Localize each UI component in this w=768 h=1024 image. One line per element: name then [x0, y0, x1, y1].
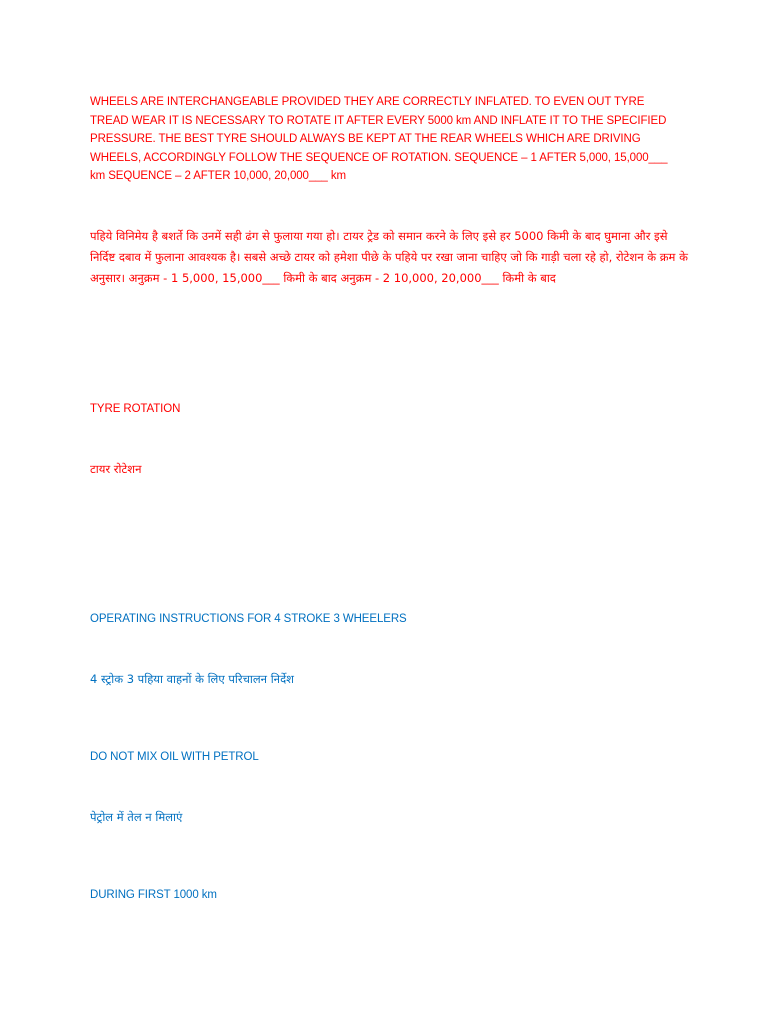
heading-operating-instructions-english: OPERATING INSTRUCTIONS FOR 4 STROKE 3 WHEELERS — [90, 613, 407, 625]
heading-no-mix-oil-hindi: पेट्रोल में तेल न मिलाएं — [90, 810, 183, 824]
heading-operating-instructions-hindi: 4 स्ट्रोक 3 पहिया वाहनों के लिए परिचालन निर्देश — [90, 672, 294, 686]
tyre-rotation-paragraph-hindi: पहिये विनिमेय है बशर्ते कि उनमें सही ढंग से फुलाया गया हो। टायर ट्रेड को समान करने के लिए इसे हर 5000 किमी के बाद घुमाना और इसे निर्दिष्ट दबाव में फुलाना आवश्यक है। सबसे अच्छे टायर को हमेशा पीछे के पहिये पर रखा जाना चाहिए जो कि गाड़ी चला रहे हो, रोटेशन के क्रम के अनुसार। अनुक्रम - 1 5,000, 15,000___ किमी के बाद अनुक्रम - 2 10,000, 20,000___ किमी के बाद — [90, 229, 688, 285]
heading-no-mix-oil-english: DO NOT MIX OIL WITH PETROL — [90, 751, 259, 763]
heading-tyre-rotation-english: TYRE ROTATION — [90, 403, 181, 415]
heading-first-1000km-english: DURING FIRST 1000 km — [90, 889, 217, 901]
heading-tyre-rotation-hindi: टायर रोटेशन — [90, 462, 142, 476]
tyre-rotation-paragraph-english: WHEELS ARE INTERCHANGEABLE PROVIDED THEY ARE CORRECTLY INFLATED. TO EVEN OUT TYRE TREAD WEAR IT IS NECESSARY TO ROTATE IT AFTER EVERY 5000 km AND INFLATE IT TO THE SPECIFIED PRESSURE. THE BEST TYRE SHOULD ALWAYS BE KEPT AT THE REAR WHEELS WHICH ARE DRIVING WHEELS, ACCORDINGLY FOLLOW THE SEQUENCE OF ROTATION. SEQUENCE – 1 AFTER 5,000, 15,000___ km SEQUENCE – 2 AFTER 10,000, 20,000___ km — [90, 96, 668, 182]
